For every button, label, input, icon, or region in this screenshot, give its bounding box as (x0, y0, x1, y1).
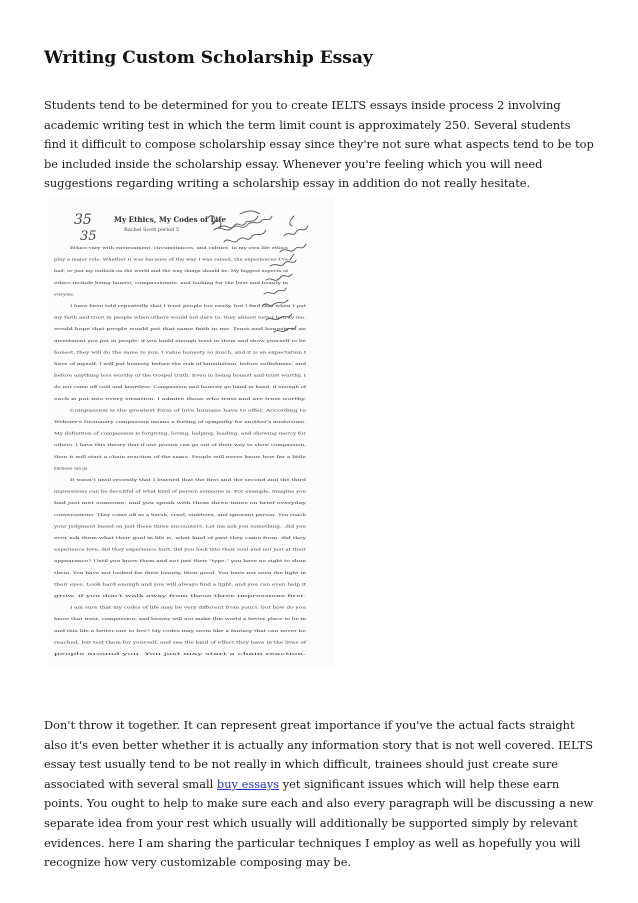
body-paragraph (44, 716, 596, 873)
scanned-essay-image (48, 196, 334, 668)
essay-line: honest, they will do the same to you. I value honesty so much, and it is an expectation I (54, 349, 307, 355)
body-text-after-link: yet significant issues which will help these earn points. You ought to help to make sure each and also every paragraph will be discussing a new separate idea from your rest which usually will additionally be supported simply by relevant evidences. here I am sharing the particular techniques I employ as well as hopefully you will recognize how very customizable composing may be. (44, 776, 594, 870)
essay-line: would hope that people would put that same faith in me. Trust and honesty is an (54, 326, 307, 332)
body-text-before-link: Don't throw it together. It can represent great importance if you've the actual facts straight also it's even better whether it is actually any information story that is not well covered. IELTS essay test usually tend to be not really in which difficult, trainees should just create sure associated with several small (44, 718, 594, 791)
essay-line: reached, but test them for yourself, and see the kind of effect they have in the lives of (54, 639, 307, 645)
essay-line: impressions can be deceitful of what kind of person someone is. For example, imagine you (54, 488, 307, 494)
essay-body (53, 245, 307, 656)
essay-line: It wasn't until recently that I learned that the first and the second and the third (70, 477, 307, 482)
essay-line: conversations. They come off as a harsh, cruel, stubborn, and ignorant person. You reach (54, 511, 307, 517)
essay-line: before anything less worthy of the Gospel truth. Even in being honest and trust worthy, I (54, 372, 307, 378)
essay-line: your judgment based on just these three encounters. Let me ask you something...did you (52, 523, 307, 529)
essay-line: them. You have not looked for their beauty, their good. You have not seen the light in (54, 569, 307, 575)
essay-line: everyone. (54, 291, 75, 297)
essay-line: Compassion is the greatest form of love humans have to offer. According to (70, 407, 307, 413)
score-mark-top: 35 (74, 212, 92, 228)
essay-line: kindness can go. (54, 465, 89, 471)
essay-line: I have been told repeatedly that I trust people too easily, but I find that when I put (70, 303, 307, 308)
essay-line: appearance? Until you know them and not just their "type," you have no right to shun (54, 558, 307, 564)
buy-essays-link[interactable]: buy essays (216, 776, 280, 791)
intro-paragraph: Students tend to be determined for you to create IELTS essays inside process 2 involving academic writing test in which the term limit count is approximately 250. Several students find it difficult to compose scholarship essay since they're not sure what aspects tend to be top be included inside the scholarship essay. Whenever you're feeling which you will need suggestions regarding writing a scholarship essay in addition do not really hesitate. (44, 98, 594, 191)
essay-line: have of myself. I will put honesty before the risk of humiliation, before selfishness, and (54, 361, 307, 366)
essay-line: play a major role. Whether it was because of the way I was raised, the experiences I've (54, 256, 289, 262)
essay-line: know that trust, compassion, and beauty will not make this world a better place to be in (54, 616, 307, 622)
handwriting-stroke (240, 211, 260, 214)
essay-line: Webster's Dictionary compassion means a feeling of sympathy for another's misfortune. (54, 419, 306, 424)
essay-line: experience love, did they experience hurt, did you look into their soul and not just at their (54, 546, 307, 552)
handwriting-stroke (264, 288, 286, 294)
essay-line: had, or just my outlook on the world and the way things should be. My biggest aspects of (54, 268, 289, 274)
essay-line: people around you. You just may start a chain reaction. (54, 651, 306, 656)
essay-line: ethics include being honest, compassionate, and looking for the best and beauty in (54, 279, 289, 285)
essay-line: each is put into every situation. I admire those who trust and are trust worthy. (54, 395, 306, 401)
handwriting-stroke (284, 226, 308, 236)
handwriting-stroke (290, 216, 294, 260)
essay-line: I am sure that my codes of life may be very different from yours, but how do you (70, 604, 307, 610)
scanned-essay-svg (48, 196, 334, 668)
essay-line: investment you put in people; if you build enough trust in them and show yourself to be (54, 337, 307, 343)
score-mark-bottom: 35 (80, 229, 97, 244)
essay-line: and this life a better one to live? My codes may seem like a fantasy that can never be (54, 627, 307, 633)
essay-line: then it will start a chain reaction of the same. People will never know how far a little (54, 453, 307, 459)
handwriting-stroke (266, 274, 292, 280)
essay-line: had just met someone, and you speak with them three times on brief everyday (54, 500, 308, 506)
essay-line: My definition of compassion is forgiving, loving, helping, leading, and showing mercy for (54, 430, 307, 436)
page-title: Writing Custom Scholarship Essay (44, 48, 373, 68)
essay-line: ever ask them what their goal in life is, what kind of past they came from, did they (54, 535, 307, 540)
essay-byline: Rachel Scott period 5 (124, 227, 180, 233)
essay-heading: My Ethics, My Codes of Life (114, 215, 226, 224)
essay-line: others. I have this theory that if one person can go out of their way to show compassion, (54, 442, 306, 448)
essay-line: their eyes. Look hard enough and you will always find a light, and you can even help it (54, 581, 307, 587)
essay-line: my faith and trust in people when others would not dare to, they almost never betray me. (54, 314, 306, 320)
essay-line: grow, if you don't walk away from these three impressions first. (54, 593, 306, 598)
handwriting-stroke (224, 230, 266, 242)
essay-line: Ethics vary with environment, circumstances, and culture. In my own life ethics (70, 245, 288, 250)
essay-line: do not come off cold and heartless. Compassion and honesty go hand in hand, if enough of (54, 384, 307, 390)
